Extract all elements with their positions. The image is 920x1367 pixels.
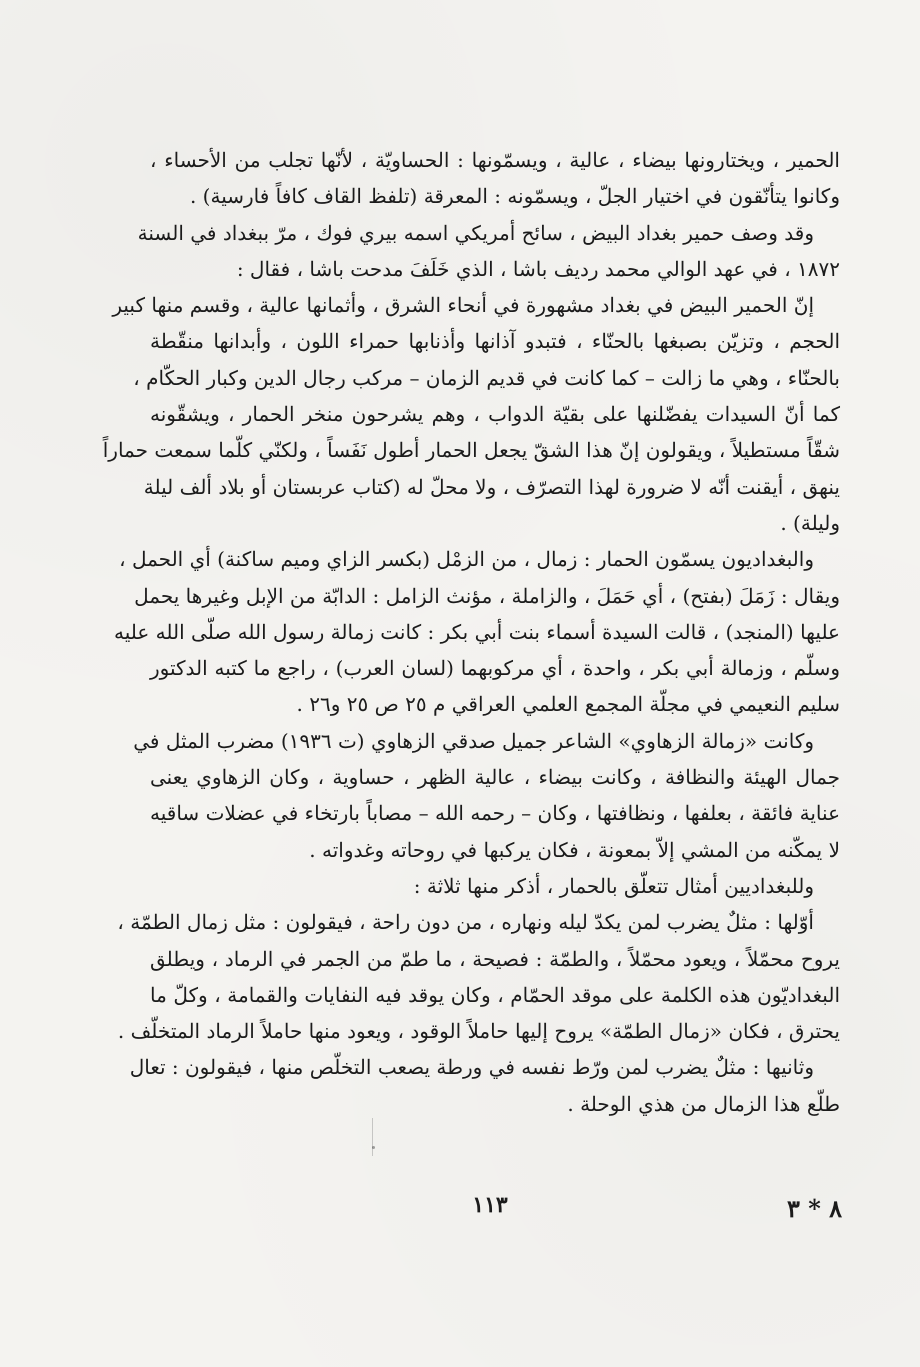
sheet-signature-mark: ٨ * ٣: [786, 1194, 842, 1223]
text-line: إنّ الحمير البيض في بغداد مشهورة في أنحاء الشرق ، وأثمانها عالية ، وقسم منها كبير: [112, 293, 814, 318]
text-line: أوّلها : مثلٌ يضرب لمن يكدّ ليله ونهاره ، من دون راحة ، فيقولون : مثل زمال الطمّة ،: [117, 910, 814, 935]
text-line: لا يمكّنه من المشي إلاّ بمعونة ، فكان يركبها في روحاته وغدواته .: [309, 837, 840, 862]
text-line: شقّاً مستطيلاً ، ويقولون إنّ هذا الشقّ يجعل الحمار أطول نَفَساً ، ولكنّي كلّما سمعت حماراً: [102, 438, 840, 463]
text-line: كما أنّ السيدات يفضّلنها على بقيّة الدواب ، وهم يشرحون منخر الحمار ، ويشقّونه: [150, 402, 840, 427]
text-line: وللبغداديين أمثال تتعلّق بالحمار ، أذكر منها ثلاثة :: [413, 873, 814, 898]
text-line: وكانوا يتأنّقون في اختيار الجلّ ، ويسمّونه : المعرقة (تلفظ القاف كافاً فارسية) .: [189, 184, 840, 209]
text-line: ويقال : زَمَلَ (بفتح) ، أي حَمَلَ ، والزاملة ، مؤنث الزامل : الدابّة من الإبل وغيرها يحمل: [134, 583, 840, 608]
text-line: الحمير ، ويختارونها بيضاء ، عالية ، ويسمّونها : الحساويّة ، لأنّها تجلب من الأحساء ،: [150, 148, 840, 172]
text-line: عناية فائقة ، بعلفها ، ونظافتها ، وكان – رحمه الله – مصاباً بارتخاء في عضلات ساقيه: [150, 801, 840, 826]
text-line: ١٨٧٢ ، في عهد الوالي محمد رديف باشا ، الذي خَلَفَ مدحت باشا ، فقال :: [236, 256, 840, 281]
body-text: [102, 142, 840, 1122]
text-line: الحجم ، وتزيّن بصبغها بالحنّاء ، فتبدو آذانها وأذنابها حمراء اللون ، وأبدانها منقّطة: [150, 329, 840, 354]
text-line: طلّع هذا الزمال من هذي الوحلة .: [567, 1091, 840, 1116]
scan-artifact-line: [372, 1118, 373, 1156]
text-line: سليم النعيمي في مجلّة المجمع العلمي العراقي م ٢٥ ص ٢٥ و٢٦ .: [296, 692, 840, 717]
scan-speck: [372, 1146, 375, 1149]
text-line: وقد وصف حمير بغداد البيض ، سائح أمريكي اسمه بيري فوك ، مرّ ببغداد في السنة: [137, 220, 814, 245]
text-line: يروح محمّلاً ، ويعود محمّلاً ، والطمّة : فصيحة ، ما طمّ من الجمر في الرماد ، ويطلق: [150, 946, 840, 971]
text-line: وثانيها : مثلٌ يضرب لمن ورّط نفسه في ورطة يصعب التخلّص منها ، فيقولون : تعال: [129, 1055, 814, 1080]
text-line: بالحنّاء ، وهي ما زالت – كما كانت في قديم الزمان – مركب رجال الدين وكبار الحكّام ،: [133, 365, 840, 390]
text-line: ينهق ، أيقنت أنّه لا ضرورة لهذا التصرّف ، ولا محلّ له (كتاب عربستان أو بلاد ألف ليلة: [143, 474, 840, 499]
page-footer: [0, 1192, 920, 1232]
text-line: جمال الهيئة والنظافة ، وكانت بيضاء ، عالية الظهر ، حساوية ، وكان الزهاوي يعنى: [150, 765, 840, 790]
text-line: والبغداديون يسمّون الحمار : زمال ، من الزمْل (بكسر الزاي وميم ساكنة) أي الحمل ،: [119, 547, 814, 572]
text-line: وكانت «زمالة الزهاوي» الشاعر جميل صدقي الزهاوي (ت ١٩٣٦) مضرب المثل في: [133, 728, 814, 753]
text-line: يحترق ، فكان «زمال الطمّة» يروح إليها حاملاً الوقود ، ويعود منها حاملاً الرماد المتخلّف .: [117, 1019, 840, 1044]
text-line: عليها (المنجد) ، قالت السيدة أسماء بنت أبي بكر : كانت زمالة رسول الله صلّى الله عليه: [114, 619, 840, 644]
page-number: ١١٣: [472, 1192, 508, 1218]
text-line: وليلة) .: [780, 510, 840, 535]
text-line: وسلّم ، وزمالة أبي بكر ، واحدة ، أي مركوبهما (لسان العرب) ، راجع ما كتبه الدكتور: [150, 656, 840, 681]
text-line: البغداديّون هذه الكلمة على موقد الحمّام ، وكان يوقد فيه النفايات والقمامة ، وكلّ ما: [150, 982, 840, 1007]
